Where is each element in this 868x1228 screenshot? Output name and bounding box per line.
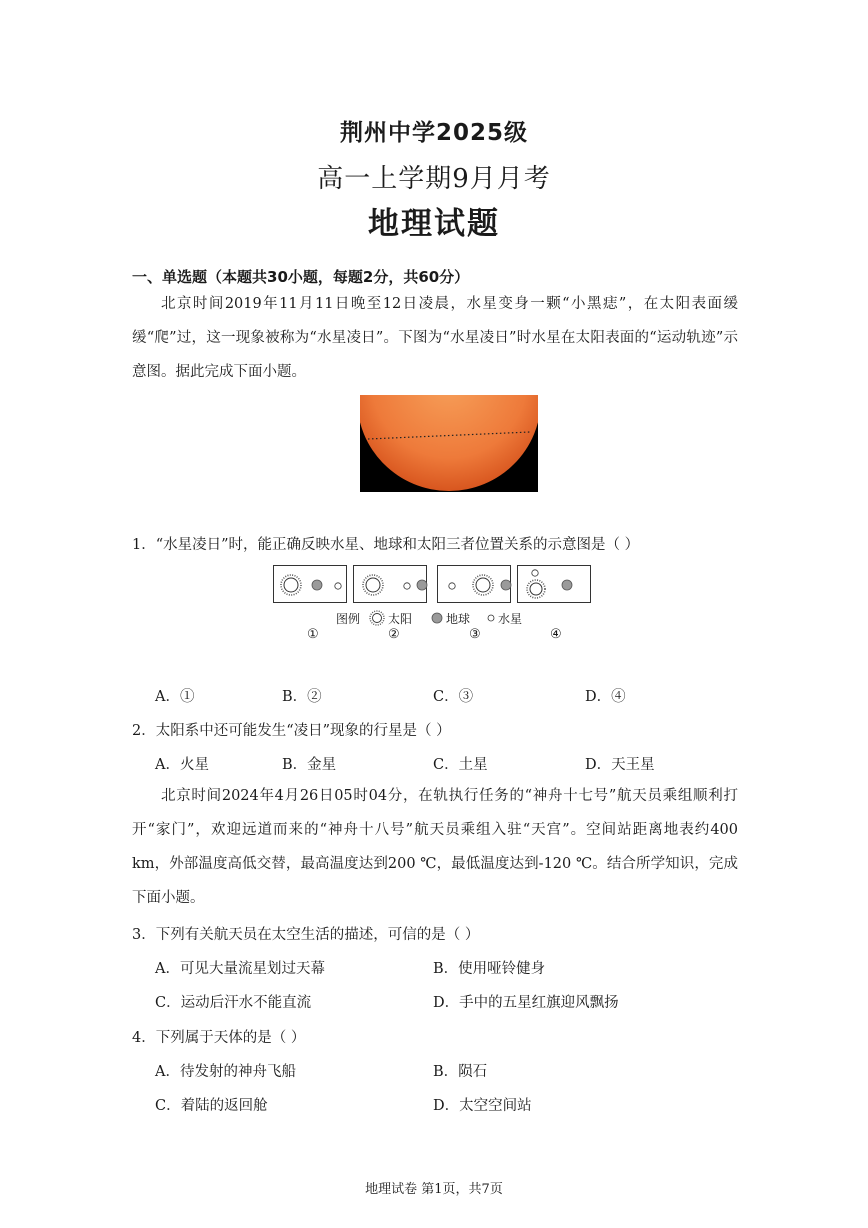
diagram-number-1: ① (307, 627, 319, 642)
mercury-icon (484, 612, 498, 624)
q1-option-a[interactable]: A．① (155, 689, 195, 705)
sun-icon (281, 575, 301, 595)
q2-option-c[interactable]: C．土星 (433, 757, 488, 773)
earth-icon (501, 580, 511, 590)
mercury-icon (532, 570, 538, 576)
q2-option-a[interactable]: A．火星 (155, 757, 209, 773)
q3-option-a[interactable]: A．可见大量流星划过天幕 (155, 961, 325, 977)
q4-option-c[interactable]: C．着陆的返回舱 (155, 1098, 268, 1114)
q3-option-d[interactable]: D．手中的五星红旗迎风飘扬 (433, 995, 619, 1011)
q1-option-b[interactable]: B．② (282, 689, 322, 705)
q4-option-d[interactable]: D．太空空间站 (433, 1098, 532, 1114)
diagram-box-2 (353, 565, 427, 603)
question-1: 1．“水星凌日”时，能正确反映水星、地球和太阳三者位置关系的示意图是（ ） (132, 537, 640, 553)
diagram-number-2: ② (388, 627, 400, 642)
mercury-icon (449, 583, 455, 589)
legend-earth-label: 地球 (446, 611, 471, 626)
passage-1 (132, 287, 738, 389)
passage-2 (132, 779, 738, 915)
mercury-icon (404, 583, 410, 589)
q1-option-d[interactable]: D．④ (585, 689, 626, 705)
question-2: 2．太阳系中还可能发生“凌日”现象的行星是（ ） (132, 723, 451, 739)
sun-icon (363, 575, 383, 595)
passage-1-text: 北京时间2019年11月11日晚至12日凌晨，水星变身一颗“小黑痣”，在太阳表面缓缓“爬”过，这一现象被称为“水星凌日”。下图为“水星凌日”时水星在太阳表面的“运动轨迹”示意图。据此完成下面小题。 (132, 296, 738, 380)
q3-option-c[interactable]: C．运动后汗水不能直流 (155, 995, 312, 1011)
q1-option-c[interactable]: C．③ (433, 689, 474, 705)
exam-title: 高一上学期9月月考 (317, 164, 551, 194)
legend-mercury-label: 水星 (498, 611, 523, 626)
diagram-box-3 (437, 565, 511, 603)
diagram-box-4 (517, 565, 591, 603)
q4-option-b[interactable]: B．陨石 (433, 1064, 488, 1080)
q4-option-a[interactable]: A．待发射的神舟飞船 (155, 1064, 296, 1080)
earth-icon (312, 580, 322, 590)
mercury-icon (335, 583, 341, 589)
passage-2-text: 北京时间2024年4月26日05时04分，在轨执行任务的“神舟十七号”航天员乘组顺利打开“家门”，欢迎远道而来的“神舟十八号”航天员乘组入驻“天宫”。空间站距离地表约400 km，外部温度高低交替，最高温度达到200 ℃，最低温度达到-120 ℃。结合所学知识，完成下面小题。 (132, 788, 738, 906)
diagram-legend (336, 609, 522, 627)
earth-icon (428, 611, 446, 625)
diagram-number-3: ③ (469, 627, 481, 642)
sun-icon (366, 609, 388, 627)
earth-icon (562, 580, 572, 590)
school-title: 荆州中学2025级 (339, 120, 528, 146)
section-heading: 一、单选题（本题共30小题，每题2分，共60分） (132, 268, 470, 286)
diagram-box-1 (273, 565, 347, 603)
q2-option-d[interactable]: D．天王星 (585, 757, 655, 773)
legend-label: 图例 (336, 611, 361, 626)
q2-option-b[interactable]: B．金星 (282, 757, 337, 773)
diagram-number-4: ④ (550, 627, 562, 642)
question-4: 4．下列属于天体的是（ ） (132, 1030, 306, 1046)
sun-icon (527, 580, 545, 598)
q3-option-b[interactable]: B．使用哑铃健身 (433, 961, 546, 977)
subject-title: 地理试题 (368, 206, 500, 242)
legend-sun-label: 太阳 (388, 611, 413, 626)
mercury-transit-image (360, 395, 538, 492)
sun-icon (473, 575, 493, 595)
page-footer: 地理试卷 第1页，共7页 (365, 1182, 503, 1197)
question-3: 3．下列有关航天员在太空生活的描述，可信的是（ ） (132, 927, 480, 943)
earth-icon (417, 580, 427, 590)
